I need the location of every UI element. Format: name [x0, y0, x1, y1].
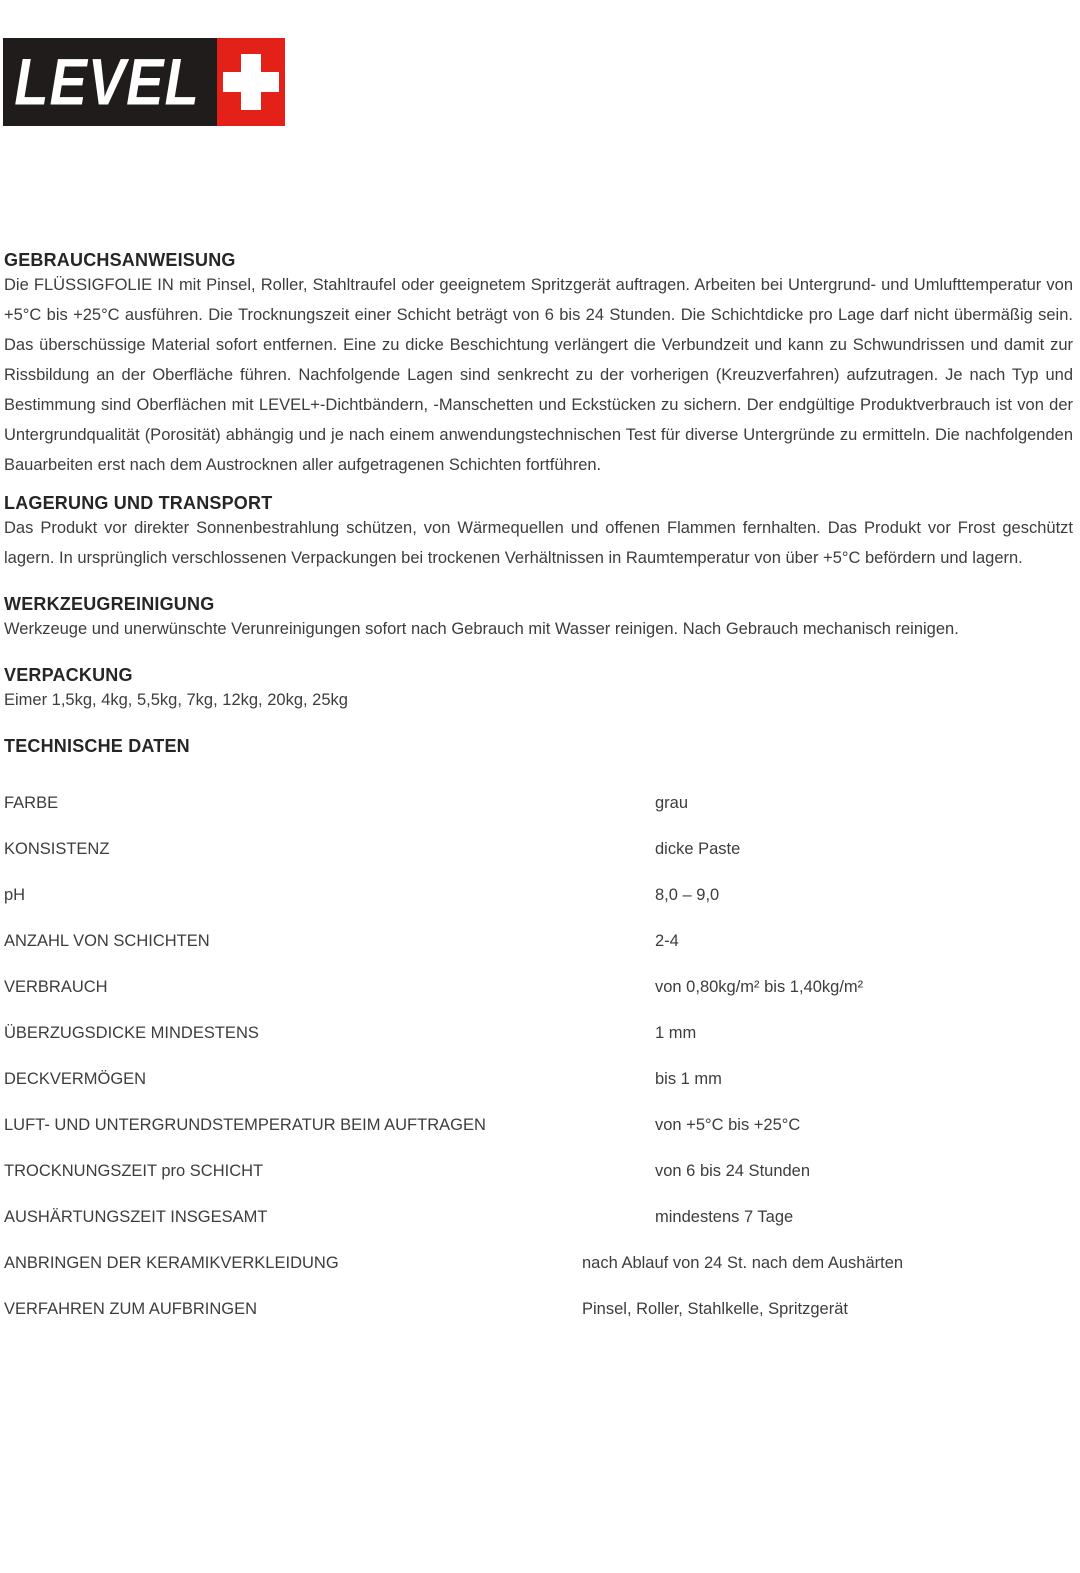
logo-wordmark-box	[3, 38, 217, 126]
table-row	[4, 1286, 1073, 1332]
section-heading-technical: TECHNISCHE DATEN	[4, 736, 190, 756]
table-row	[4, 1102, 1073, 1148]
table-row-value: 2-4	[655, 931, 679, 950]
table-row-value: 8,0 – 9,0	[655, 885, 720, 904]
table-row-value: grau	[655, 793, 689, 812]
levelplus-logo	[3, 38, 285, 126]
table-row-label: VERBRAUCH	[4, 977, 108, 996]
table-row	[4, 918, 1073, 964]
table-row	[4, 872, 1073, 918]
table-row-label: ANZAHL VON SCHICHTEN	[4, 931, 210, 950]
storage-paragraph: Das Produkt vor direkter Sonnenbestrahlung schützen, von Wärmequellen und offenen Flammen fernhalten. Das Produkt vor Frost geschützt lagern. In ursprünglich verschlossenen Verpackungen bei trockenen Verhältnissen in Raumtemperatur von über +5°C befördern und lagern.	[4, 519, 1073, 567]
table-row-label: TROCKNUNGSZEIT pro SCHICHT	[4, 1161, 264, 1180]
section-heading-cleaning: WERKZEUGREINIGUNG	[4, 594, 215, 614]
section-heading-usage: GEBRAUCHSANWEISUNG	[4, 250, 236, 270]
table-row	[4, 964, 1073, 1010]
table-row-value: bis 1 mm	[655, 1069, 722, 1088]
table-row	[4, 826, 1073, 872]
usage-paragraph: Die FLÜSSIGFOLIE IN mit Pinsel, Roller, Stahltraufel oder geeignetem Spritzgerät auftragen. Arbeiten bei Untergrund- und Umlufttemperatur von +5°C bis +25°C ausführen. Die Trocknungszeit einer Schicht beträgt von 6 bis 24 Stunden. Die Schichtdicke pro Lage darf nicht übermäßig sein. Das überschüssige Material sofort entfernen. Eine zu dicke Beschichtung verlängert die Verbundzeit und kann zu Schwundrissen und damit zur Rissbildung an der Oberfläche führen. Nachfolgende Lagen sind senkrecht zu der vorherigen (Kreuzverfahren) aufzutragen. Je nach Typ und Bestimmung sind Oberflächen mit LEVEL+-Dichtbändern, -Manschetten und Eckstücken zu sichern. Der endgültige Produktverbrauch ist von der Untergrundqualität (Porosität) abhängig und je nach einem anwendungstechnischen Test für diverse Untergründe zu ermitteln. Die nachfolgenden Bauarbeiten erst nach dem Austrocknen aller aufgetragenen Schichten fortführen.	[4, 276, 1073, 474]
table-row-value: nach Ablauf von 24 St. nach dem Aushärten	[582, 1253, 904, 1272]
table-row	[4, 1148, 1073, 1194]
logo-wordmark: LEVEL	[14, 44, 200, 119]
table-row-value: Pinsel, Roller, Stahlkelle, Spritzgerät	[582, 1299, 848, 1318]
table-row-label: pH	[4, 885, 26, 904]
cleaning-paragraph: Werkzeuge und unerwünschte Verunreinigungen sofort nach Gebrauch mit Wasser reinigen. Nach Gebrauch mechanisch reinigen.	[4, 620, 959, 638]
table-row	[4, 1194, 1073, 1240]
table-row-value: von 0,80kg/m² bis 1,40kg/m²	[655, 977, 864, 996]
packaging-line: Eimer 1,5kg, 4kg, 5,5kg, 7kg, 12kg, 20kg, 25kg	[4, 691, 348, 709]
table-row-label: ANBRINGEN DER KERAMIKVERKLEIDUNG	[4, 1253, 339, 1272]
document-body	[4, 250, 1073, 1332]
table-row-value: dicke Paste	[655, 839, 741, 858]
table-row-value: 1 mm	[655, 1023, 697, 1042]
table-row-label: ÜBERZUGSDICKE MINDESTENS	[4, 1023, 259, 1042]
table-row	[4, 1240, 1073, 1286]
technical-data-table	[4, 780, 1073, 1332]
table-row-label: VERFAHREN ZUM AUFBRINGEN	[4, 1299, 258, 1318]
table-row-label: FARBE	[4, 793, 59, 812]
section-heading-packaging: VERPACKUNG	[4, 665, 133, 685]
table-row-value: von 6 bis 24 Stunden	[655, 1161, 811, 1180]
table-row	[4, 1056, 1073, 1102]
table-row-label: LUFT- UND UNTERGRUNDSTEMPERATUR BEIM AUFTRAGEN	[4, 1115, 486, 1134]
table-row-value: mindestens 7 Tage	[655, 1207, 794, 1226]
table-row-label: AUSHÄRTUNGSZEIT INSGESAMT	[4, 1207, 268, 1226]
table-row-label: KONSISTENZ	[4, 839, 110, 858]
table-row-value: von +5°C bis +25°C	[655, 1115, 801, 1134]
table-row	[4, 1010, 1073, 1056]
table-row	[4, 780, 1073, 826]
table-row-label: DECKVERMÖGEN	[4, 1069, 147, 1088]
section-heading-storage: LAGERUNG UND TRANSPORT	[4, 493, 273, 513]
plus-icon	[217, 38, 285, 126]
